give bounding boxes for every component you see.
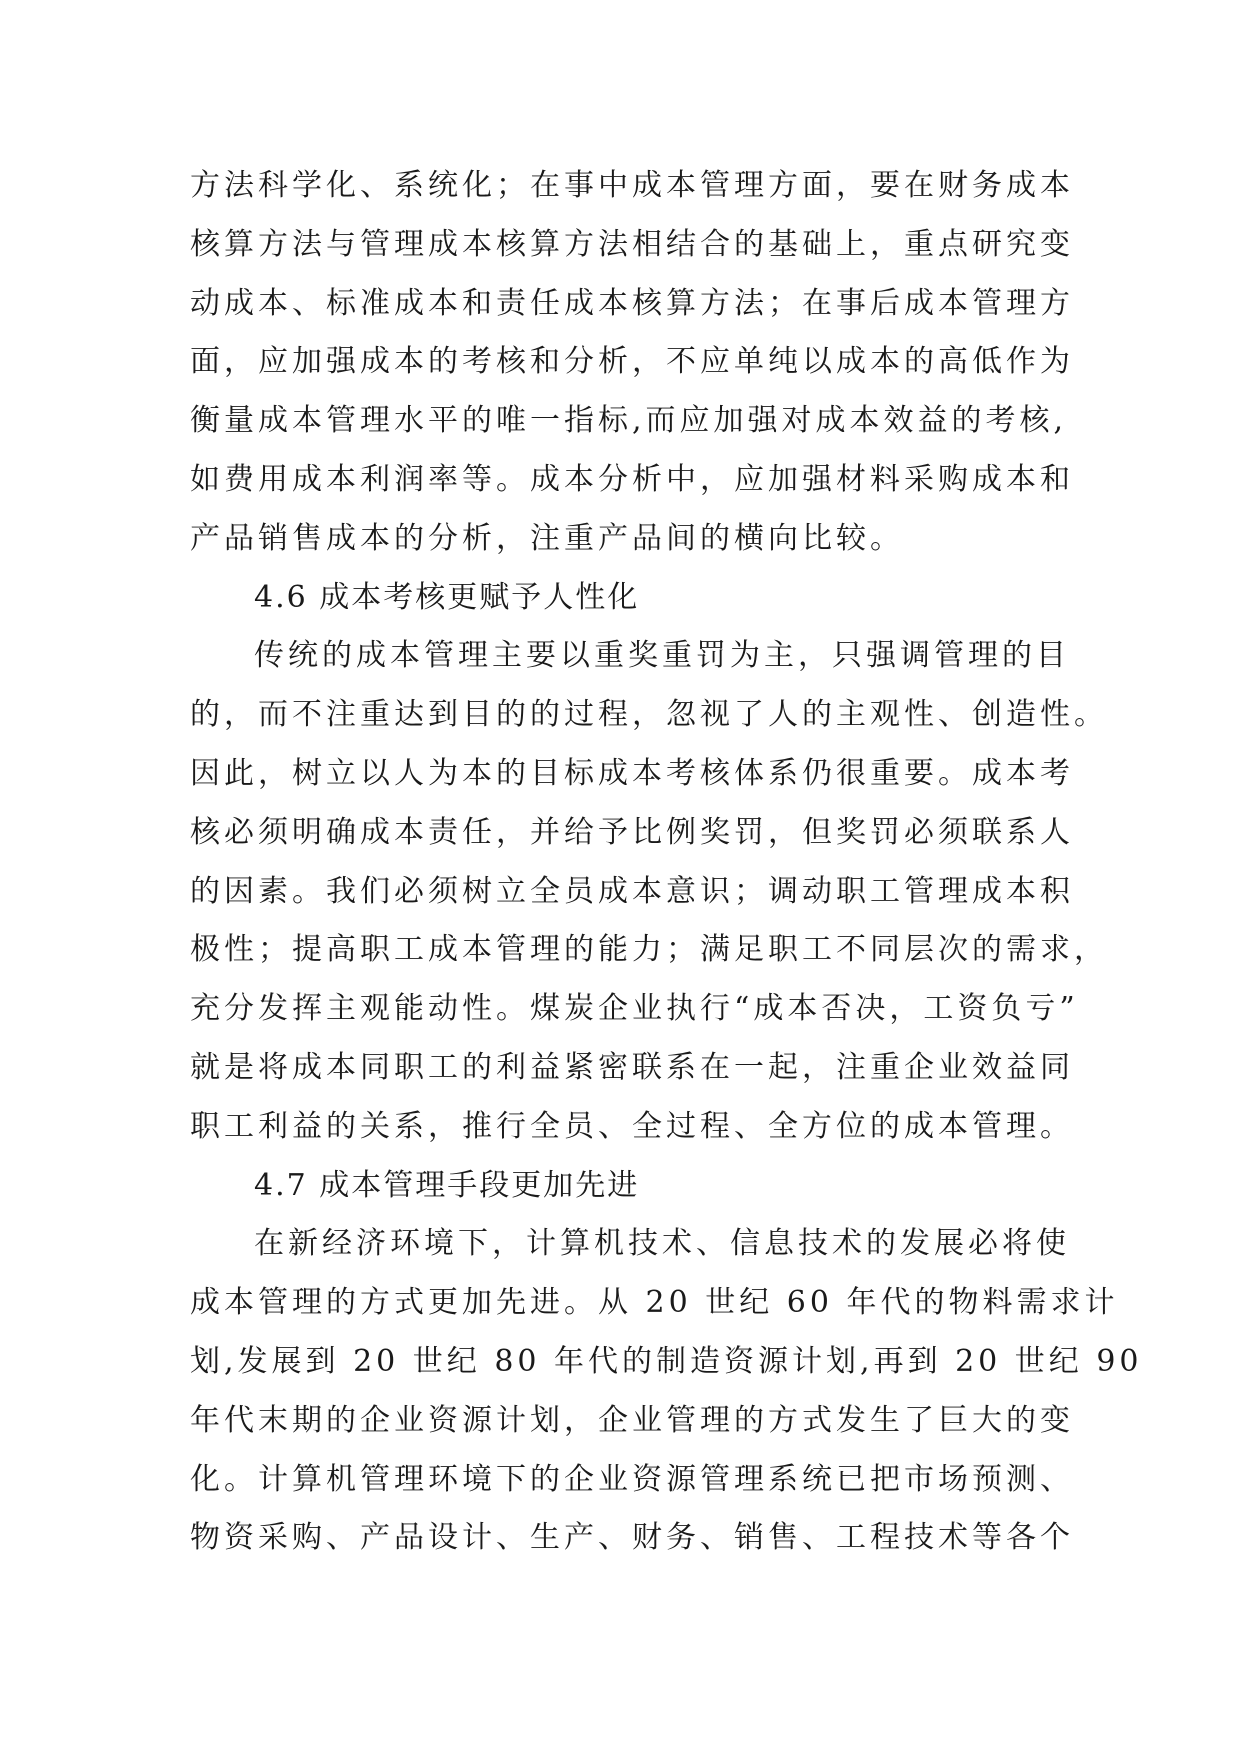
text-line: 衡量成本管理水平的唯一指标,而应加强对成本效益的考核,	[190, 403, 1068, 439]
text-line: 年代末期的企业资源计划，企业管理的方式发生了巨大的变	[190, 1402, 1074, 1438]
text-line: 面，应加强成本的考核和分析，不应单纯以成本的高低作为	[190, 344, 1074, 380]
text-line: 就是将成本同职工的利益紧密联系在一起，注重企业效益同	[190, 1049, 1074, 1085]
text-line: 物资采购、产品设计、生产、财务、销售、工程技术等各个	[190, 1520, 1074, 1556]
paragraph-start: 在新经济环境下，计算机技术、信息技术的发展必将使	[254, 1226, 1070, 1262]
text-line: 动成本、标准成本和责任成本核算方法；在事后成本管理方	[190, 285, 1074, 321]
paragraph-start: 传统的成本管理主要以重奖重罚为主，只强调管理的目	[254, 638, 1070, 674]
text-line: 的，而不注重达到目的的过程，忽视了人的主观性、创造性。	[190, 697, 1108, 733]
text-line: 产品销售成本的分析，注重产品间的横向比较。	[190, 520, 904, 556]
text-line: 职工利益的关系，推行全员、全过程、全方位的成本管理。	[190, 1108, 1074, 1144]
text-line: 核必须明确成本责任，并给予比例奖罚，但奖罚必须联系人	[190, 814, 1074, 850]
text-line: 如费用成本利润率等。成本分析中，应加强材料采购成本和	[190, 461, 1074, 497]
body-text	[190, 157, 1143, 1568]
section-heading-4-7: 4.7 成本管理手段更加先进	[254, 1167, 640, 1203]
text-line: 方法科学化、系统化；在事中成本管理方面，要在财务成本	[190, 168, 1074, 203]
text-line: 因此，树立以人为本的目标成本考核体系仍很重要。成本考	[190, 755, 1074, 791]
text-line: 划,发展到 20 世纪 80 年代的制造资源计划,再到 20 世纪 90	[190, 1343, 1143, 1379]
text-line: 核算方法与管理成本核算方法相结合的基础上，重点研究变	[190, 226, 1074, 262]
text-line: 极性；提高职工成本管理的能力；满足职工不同层次的需求，	[190, 932, 1108, 968]
section-heading-4-6: 4.6 成本考核更赋予人性化	[254, 579, 640, 615]
text-line: 充分发挥主观能动性。煤炭企业执行“成本否决，工资负亏”	[190, 991, 1079, 1027]
text-line: 成本管理的方式更加先进。从 20 世纪 60 年代的物料需求计	[190, 1285, 1119, 1321]
text-line: 化。计算机管理环境下的企业资源管理系统已把市场预测、	[190, 1461, 1074, 1497]
text-line: 的因素。我们必须树立全员成本意识；调动职工管理成本积	[190, 873, 1074, 909]
